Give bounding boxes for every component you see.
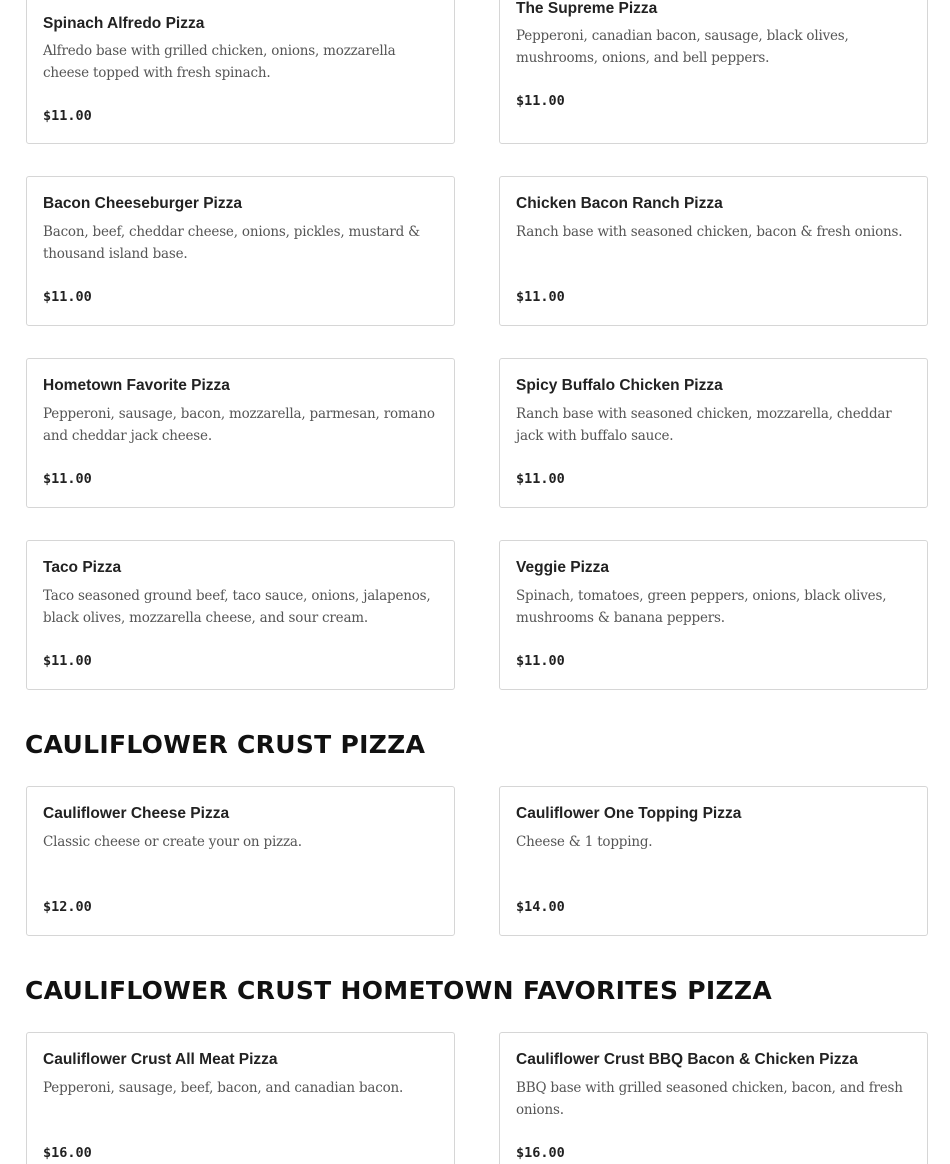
menu-item-name: The Supreme Pizza	[516, 0, 658, 17]
menu-item-description: Cheese & 1 topping.	[516, 834, 653, 850]
menu-item-price: $14.00	[516, 899, 565, 915]
menu-item-name: Chicken Bacon Ranch Pizza	[516, 195, 723, 212]
menu-item-price: $16.00	[43, 1145, 92, 1161]
menu-item-name: Veggie Pizza	[516, 559, 610, 576]
menu-item-card[interactable]	[26, 0, 455, 144]
menu-item-description: Alfredo base with grilled chicken, onions, mozzarella cheese topped with fresh spinach.	[43, 43, 396, 81]
menu-item-card[interactable]	[499, 176, 928, 326]
menu-item-name: Cauliflower One Topping Pizza	[516, 805, 742, 822]
menu-item-card[interactable]	[26, 176, 455, 326]
menu-item-description: Taco seasoned ground beef, taco sauce, onions, jalapenos, black olives, mozzarella cheese, and sour cream.	[43, 588, 431, 626]
menu-item-price: $11.00	[43, 653, 92, 669]
menu-item-card[interactable]	[499, 1032, 928, 1164]
menu-item-description: Classic cheese or create your on pizza.	[43, 834, 302, 850]
menu-item-price: $11.00	[516, 653, 565, 669]
section-heading: CAULIFLOWER CRUST PIZZA	[25, 730, 426, 759]
menu-item-description: Spinach, tomatoes, green peppers, onions, black olives, mushrooms & banana peppers.	[516, 588, 887, 626]
menu-item-price: $16.00	[516, 1145, 565, 1161]
menu-item-description: Ranch base with seasoned chicken, mozzarella, cheddar jack with buffalo sauce.	[516, 406, 892, 444]
menu-item-description: Bacon, beef, cheddar cheese, onions, pickles, mustard & thousand island base.	[43, 224, 420, 262]
menu-item-description: Ranch base with seasoned chicken, bacon & fresh onions.	[516, 224, 903, 240]
menu-item-price: $11.00	[43, 471, 92, 487]
menu-item-name: Cauliflower Crust All Meat Pizza	[43, 1051, 278, 1068]
menu-item-name: Cauliflower Cheese Pizza	[43, 805, 230, 822]
menu-item-name: Bacon Cheeseburger Pizza	[43, 195, 242, 212]
menu-item-card[interactable]	[499, 0, 928, 144]
menu-item-card[interactable]	[26, 358, 455, 508]
menu-item-card[interactable]	[499, 786, 928, 936]
menu-item-price: $11.00	[43, 108, 92, 124]
menu-item-name: Spicy Buffalo Chicken Pizza	[516, 377, 723, 394]
section-heading: CAULIFLOWER CRUST HOMETOWN FAVORITES PIZZA	[25, 976, 772, 1005]
menu-item-description: BBQ base with grilled seasoned chicken, bacon, and fresh onions.	[516, 1080, 903, 1118]
menu-item-price: $12.00	[43, 899, 92, 915]
menu-item-card[interactable]	[26, 540, 455, 690]
menu-item-description: Pepperoni, sausage, bacon, mozzarella, parmesan, romano and cheddar jack cheese.	[43, 406, 435, 444]
menu-item-price: $11.00	[516, 93, 565, 109]
menu-item-card[interactable]	[499, 358, 928, 508]
menu-item-card[interactable]	[499, 540, 928, 690]
menu-item-card[interactable]	[26, 786, 455, 936]
menu-item-description: Pepperoni, sausage, beef, bacon, and canadian bacon.	[43, 1080, 404, 1096]
menu-item-name: Taco Pizza	[43, 559, 122, 576]
menu-item-name: Spinach Alfredo Pizza	[43, 15, 205, 32]
menu-item-price: $11.00	[516, 289, 565, 305]
menu-item-price: $11.00	[516, 471, 565, 487]
menu-item-card[interactable]	[26, 1032, 455, 1164]
menu-item-price: $11.00	[43, 289, 92, 305]
menu-item-name: Cauliflower Crust BBQ Bacon & Chicken Pizza	[516, 1051, 858, 1068]
menu-item-description: Pepperoni, canadian bacon, sausage, black olives, mushrooms, onions, and bell peppers.	[516, 28, 849, 66]
menu-item-name: Hometown Favorite Pizza	[43, 377, 230, 394]
